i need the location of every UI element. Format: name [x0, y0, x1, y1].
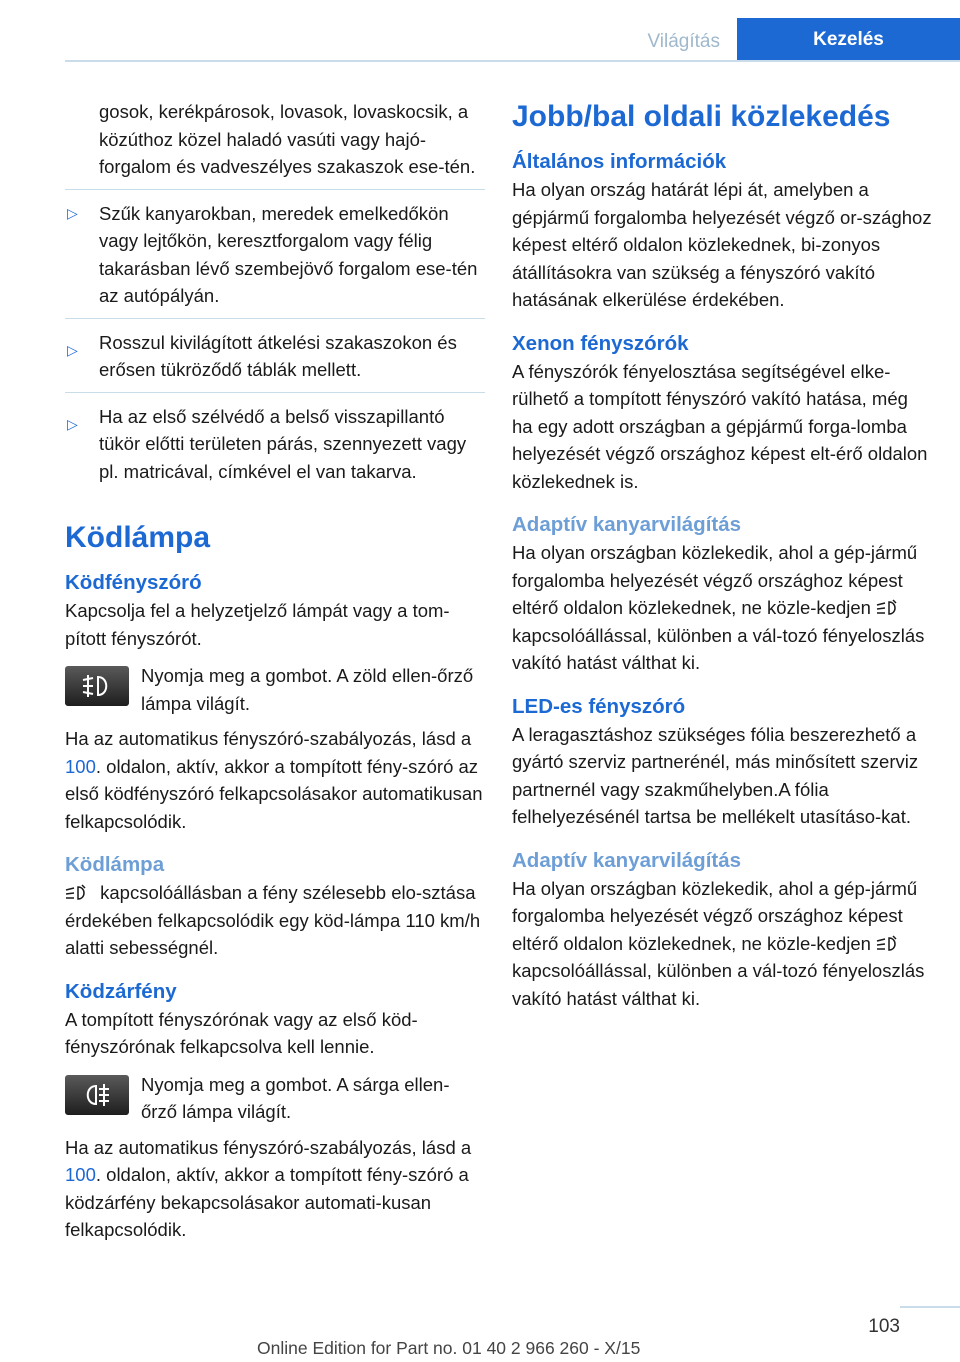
right-column — [512, 98, 932, 1012]
paragraph: Ha az automatikus fényszóró-szabályozás, lásd a 100. oldalon, aktív, akkor a tompított fény-szóró az első ködfényszóró felkapcsolásakor automatikusan felkapcsolódik. — [65, 728, 483, 832]
subsection-heading: Ködlámpa — [65, 853, 165, 876]
chapter-tab: Kezelés — [737, 18, 960, 62]
subsection-heading: Adaptív kanyarvilágítás — [512, 513, 742, 536]
bullet-marker-icon: ▷ — [67, 341, 78, 358]
bullet-list — [65, 200, 485, 486]
subsection-heading: LED-es fényszóró — [512, 694, 686, 718]
button-instruction-text: Nyomja meg a gombot. A zöld ellen-őrző lámpa világít. — [141, 665, 474, 714]
list-item: ▷ Rosszul kivilágított átkelési szakaszokon és erősen tükröződő táblák mellett. — [65, 318, 485, 384]
paragraph: kapcsolóállásban a fény szélesebb elo-sztása érdekében felkapcsolódik egy köd-lámpa 110 km/h alatti sebességnél. — [65, 882, 481, 958]
paragraph: Ha az automatikus fényszóró-szabályozás, lásd a 100. oldalon, aktív, akkor a tompított fény-szóró a ködzárfény bekapcsolásakor automati-kusan felkapcsolódik. — [65, 1136, 472, 1240]
list-item: ▷ Szűk kanyarokban, meredek emelkedőkön vagy lejtőkön, keresztforgalom vagy félig takarásban lévő szembejövő forgalom ese-tén az autópályán. — [65, 200, 485, 310]
page-link[interactable]: 100 — [65, 755, 96, 777]
edition-note: Online Edition for Part no. 01 40 2 966 260 - X/15 — [257, 1338, 641, 1358]
header-divider — [65, 60, 960, 62]
subsection-heading: Xenon fényszórók — [512, 331, 689, 355]
button-instruction — [65, 1071, 485, 1126]
section-title: Világítás — [647, 31, 720, 52]
continued-paragraph: gosok, kerékpárosok, lovasok, lovaskocsik, a közúthoz közel haladó vasúti vagy hajó-forgalom és vadveszélyes szakaszok ese-tén. — [99, 101, 476, 177]
section-heading: Jobb/bal oldali közlekedés — [512, 100, 891, 133]
button-instruction — [65, 662, 485, 717]
paragraph: A tompított fényszórónak vagy az első köd-fényszórónak felkapcsolva kell lennie. — [65, 1008, 418, 1057]
footer-divider — [900, 1306, 960, 1308]
rear-fog-light-button-icon — [65, 1075, 129, 1115]
bullet-divider — [65, 189, 485, 190]
bullet-marker-icon: ▷ — [67, 415, 78, 432]
auto-light-switch-icon — [876, 935, 900, 953]
paragraph: Ha olyan ország határát lépi át, amelyben a gépjármű forgalomba helyezését végző or-szághoz képest eltérő oldalon közlekednek, bi-zonyos átállításokra van szükség a fényszóró vakító hatásának elkerülése érdekében. — [512, 179, 932, 310]
page-link[interactable]: 100 — [65, 1164, 96, 1185]
bullet-marker-icon: ▷ — [67, 204, 78, 221]
subsection-heading: Adaptív kanyarvilágítás — [512, 848, 742, 872]
subsection-heading: Általános információk — [512, 150, 727, 173]
subsection-heading: Ködzárfény — [65, 979, 177, 1003]
paragraph: Kapcsolja fel a helyzetjelző lámpát vagy a tom-pított fényszórót. — [65, 600, 450, 649]
section-heading: Ködlámpa — [65, 521, 211, 554]
paragraph: A fényszórók fényelosztása segítségével elke-rülhető a tompított fényszóró vakító hatása, még ha egy adott országban a gépjármű forga-lomba helyezését végző országhoz képest elt-érő oldalon közlekednek is. — [512, 360, 928, 492]
subsection-heading: Ködfényszóró — [65, 571, 202, 594]
page-header — [0, 0, 960, 62]
button-instruction-text: Nyomja meg a gombot. A sárga ellen-őrző lámpa világít. — [141, 1073, 450, 1122]
left-column — [65, 98, 485, 1244]
auto-light-switch-icon — [876, 599, 900, 617]
paragraph: A leragasztáshoz szükséges fólia beszerezhető a gyártó szerviz partnerénél, más minősített szerviz partnernél vagy szakműhelyben.A fólia felhelyezésénél tartsa be mellékelt utasításo-kat. — [512, 723, 919, 827]
list-item: ▷ Ha az első szélvédő a belső visszapillantó tükör előtti területen párás, szennyezett vagy pl. matricával, címkével el van takarva. — [65, 392, 485, 486]
page-number: 103 — [868, 1316, 900, 1337]
auto-light-switch-icon — [65, 884, 89, 902]
paragraph: Ha olyan országban közlekedik, ahol a gép-jármű forgalomba helyezését végző országhoz képest eltérő oldalon közlekednek, ne közle-kedjen kapcsolóállással, különben a vál-tozó fényeloszlás vakító hatást válthat ki. — [512, 877, 925, 1009]
fog-light-button-icon — [65, 666, 129, 706]
paragraph: Ha olyan országban közlekedik, ahol a gép-jármű forgalomba helyezését végző országhoz képest eltérő oldalon közlekednek, ne közle-kedjen kapcsolóállással, különben a vál-tozó fényeloszlás vakító hatást válthat ki. — [512, 542, 925, 673]
